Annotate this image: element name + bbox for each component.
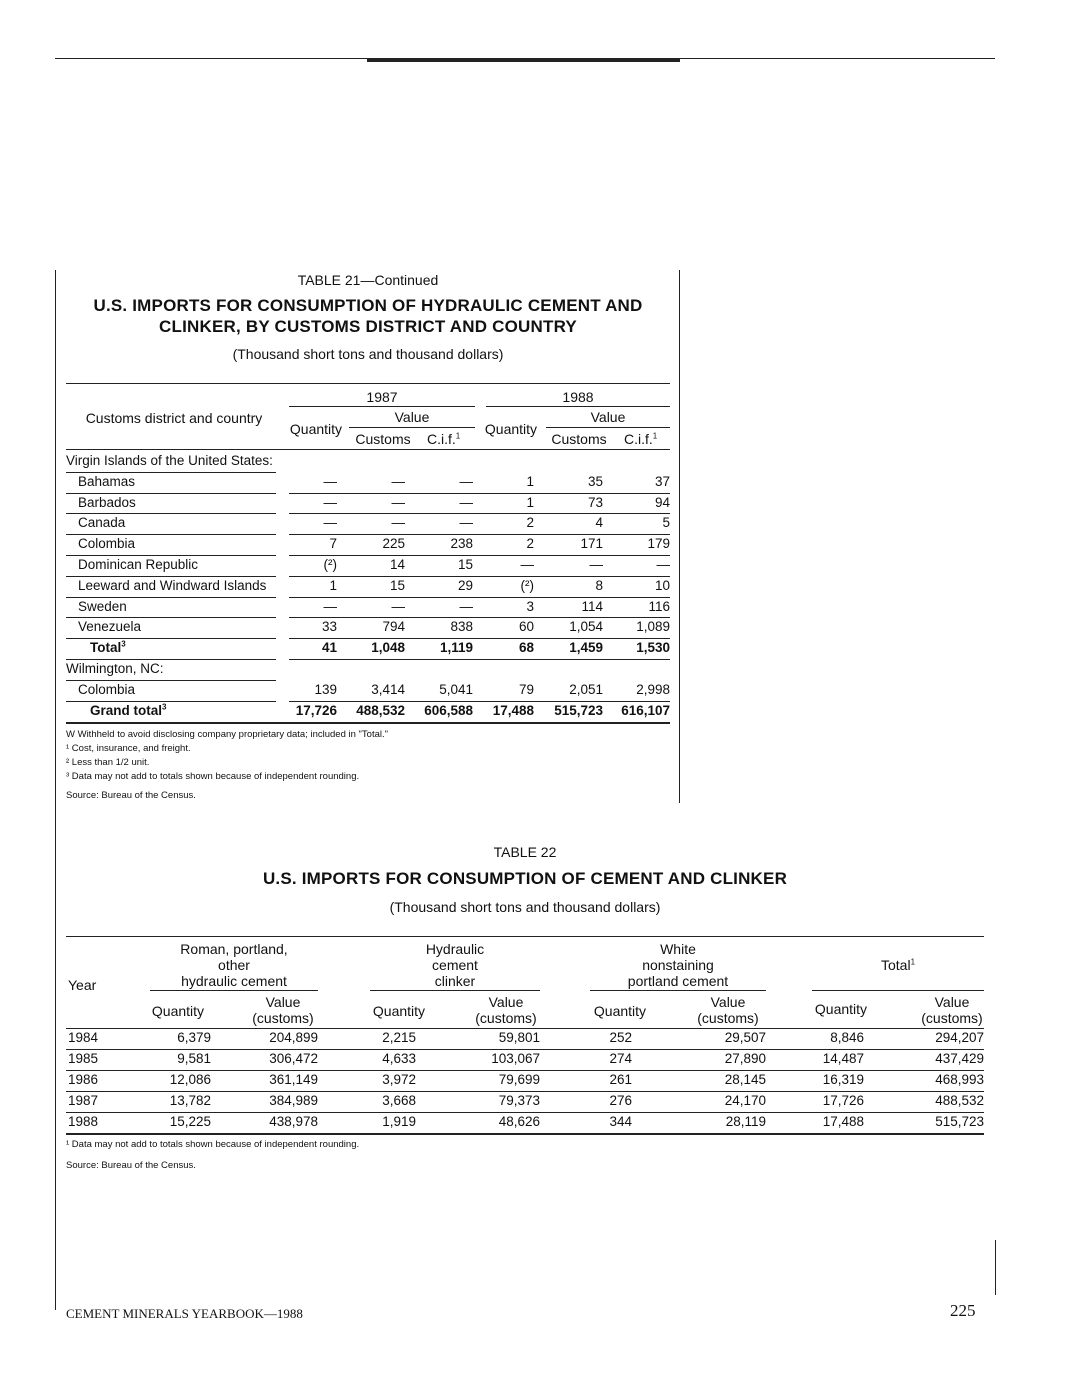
- table21-year2: 1988: [562, 389, 594, 405]
- table21-cell: —: [459, 598, 473, 614]
- table22-row-year: 1986: [68, 1072, 99, 1087]
- table21-row-label: Bahamas: [78, 473, 136, 489]
- table21-cell: —: [391, 473, 405, 489]
- table21-cell: —: [323, 515, 337, 531]
- table22-value-4: Value (customs): [921, 994, 983, 1026]
- table22-row-year: 1988: [68, 1114, 99, 1129]
- table22-cell: 59,801: [498, 1030, 540, 1045]
- table22-cell: 3,972: [382, 1072, 416, 1087]
- table22-cell: 1,919: [382, 1114, 416, 1129]
- table22-cell: 103,067: [491, 1051, 540, 1066]
- table21-cell: —: [459, 515, 473, 531]
- table22-cell: 24,170: [724, 1093, 766, 1108]
- table21-cell: 8: [595, 577, 603, 593]
- table22-cell: 4,633: [382, 1051, 416, 1066]
- table21-cell: 3: [526, 598, 534, 614]
- table22-cell: 13,782: [169, 1093, 211, 1108]
- table22-cell: 6,379: [177, 1030, 211, 1045]
- table21-cell: —: [520, 557, 534, 572]
- table21-cell: —: [589, 557, 603, 572]
- table22-cell: 488,532: [935, 1093, 984, 1108]
- table21-cell: 1,054: [569, 619, 603, 635]
- table21-value-rule-1988: [546, 427, 670, 428]
- table21-cell: 10: [654, 577, 670, 593]
- table22-cell: 17,488: [822, 1114, 864, 1129]
- table21-cif-1987: C.i.f.$^1$: [427, 431, 461, 447]
- table21-cell: 139: [314, 681, 337, 697]
- table21-footnote-3: ² Less than 1/2 unit.: [66, 757, 150, 768]
- table21-cell: 1: [329, 577, 337, 593]
- table21-total-cell: 1,119: [439, 640, 473, 656]
- page-number: 225: [950, 1301, 976, 1320]
- table21-cell: 794: [382, 619, 405, 635]
- table22-group-1: Roman, portland, other hydraulic cement: [180, 941, 288, 989]
- table21-cif-1988: C.i.f.$^1$: [624, 431, 658, 447]
- table21-1987-rule: [289, 406, 475, 407]
- table21-1988-rule: [486, 406, 670, 407]
- table22-value-3: Value (customs): [697, 994, 759, 1026]
- table21-row-label: Colombia: [78, 536, 136, 552]
- table21-row-label: Sweden: [78, 598, 127, 614]
- table21-title-line2: CLINKER, BY CUSTOMS DISTRICT AND COUNTRY: [159, 317, 577, 336]
- right-border: [995, 1240, 996, 1295]
- table21-cell: 5,041: [439, 681, 473, 697]
- table21-grand-total-cell: 515,723: [554, 702, 603, 718]
- table22-col-year: Year: [68, 977, 97, 993]
- table21-value-1988: Value: [590, 409, 626, 425]
- table22-cell: 48,626: [498, 1114, 540, 1129]
- table21-total-label: Total$^3$: [90, 639, 126, 656]
- table21-cell: —: [323, 494, 337, 510]
- table21-cell: 3,414: [371, 681, 405, 697]
- table22-quantity-4: Quantity: [814, 1001, 868, 1017]
- table22-total-header: Total$^1$: [881, 957, 916, 973]
- table21-source: Source: Bureau of the Census.: [66, 790, 196, 801]
- table22-cell: 306,472: [269, 1051, 318, 1066]
- table22-group3-rule: [590, 990, 766, 991]
- table21-total-cell: 41: [321, 640, 337, 656]
- table22-value-2: Value (customs): [475, 994, 537, 1026]
- table21-row-rule-values: [289, 701, 670, 702]
- table21-cell: —: [459, 473, 473, 489]
- table21-cell: 4: [595, 515, 603, 531]
- table21-cell: —: [323, 598, 337, 614]
- table21-row-rule-label: [66, 513, 276, 514]
- table21-footnote-1: W Withheld to avoid disclosing company proprietary data; included in "Total.": [66, 729, 388, 740]
- table21-row-label: Leeward and Windward Islands: [78, 577, 267, 593]
- table21-cell: —: [391, 515, 405, 531]
- table21-cell: 15: [457, 557, 473, 572]
- table22-cell: 384,989: [269, 1093, 318, 1108]
- table22-subtitle: (Thousand short tons and thousand dollars): [389, 899, 661, 915]
- table22-header-bottom-rule: [66, 1028, 984, 1029]
- table21-cell: 2: [526, 515, 534, 531]
- table22-row-year: 1984: [68, 1030, 99, 1045]
- table21-grand-total-cell: 17,726: [295, 702, 337, 718]
- table21-cell: 5: [662, 515, 670, 531]
- table21-cell: 29: [457, 577, 473, 593]
- table22-row-year: 1987: [68, 1093, 99, 1108]
- table21-cell: 114: [581, 598, 603, 614]
- table21-row-rule-label: [66, 493, 276, 494]
- table22-cell: 16,319: [822, 1072, 864, 1087]
- table22-cell: 252: [609, 1030, 632, 1045]
- table21-total-cell: 68: [518, 640, 534, 656]
- table22-quantity-3: Quantity: [593, 1003, 647, 1019]
- table22-cell: 3,668: [382, 1093, 416, 1108]
- table21-cell: —: [391, 598, 405, 614]
- table21-cell: 7: [329, 536, 337, 552]
- table21-row-rule-values: [289, 555, 670, 556]
- table21-cell: —: [391, 494, 405, 510]
- table21-cell: 1: [526, 473, 534, 489]
- table22-quantity-2: Quantity: [372, 1003, 426, 1019]
- table21-quantity-1987: Quantity: [289, 421, 343, 437]
- table22-cell: 2,215: [382, 1030, 416, 1045]
- table21-header-bottom-rule: [66, 449, 670, 450]
- table21-quantity-1988: Quantity: [484, 421, 538, 437]
- table21-subtitle: (Thousand short tons and thousand dollars): [232, 346, 504, 362]
- table22-cell: 438,978: [269, 1114, 318, 1129]
- table21-cell: 238: [450, 536, 473, 552]
- table21-row-rule-values: [289, 617, 670, 618]
- table21-row-rule-values: [289, 659, 670, 660]
- table21-cell: 2: [526, 536, 534, 552]
- table21-grand-total-cell: 616,107: [621, 702, 670, 718]
- table21-section-rule: [66, 680, 276, 681]
- table22-cell: 294,207: [935, 1030, 984, 1045]
- table22-footnote: ¹ Data may not add to totals shown because of independent rounding.: [66, 1139, 360, 1150]
- table21-cell: 15: [389, 577, 405, 593]
- table21-grand-total-cell: 606,588: [424, 702, 473, 718]
- table22-cell: 344: [609, 1114, 632, 1129]
- table22-cell: 14,487: [822, 1051, 864, 1066]
- table21-cell: 60: [518, 619, 534, 635]
- table21-row-label: Canada: [78, 515, 126, 531]
- table22-cell: 204,899: [269, 1030, 318, 1045]
- table21-cell: —: [656, 557, 670, 572]
- table22-group-3: White nonstaining portland cement: [627, 941, 729, 989]
- table21-cell: 79: [518, 681, 534, 697]
- table21-row-rule-values: [289, 534, 670, 535]
- table21-cell: 1: [526, 494, 534, 510]
- table22-value-1: Value (customs): [252, 994, 314, 1026]
- table21-row-rule-label: [66, 659, 276, 660]
- table21-row-label: Colombia: [78, 681, 136, 697]
- left-border: [55, 270, 56, 1310]
- table22-row-rule: [66, 1112, 984, 1113]
- footer-running-title: CEMENT MINERALS YEARBOOK—1988: [66, 1306, 303, 1321]
- table21-bottom-rule: [66, 722, 670, 724]
- table21-row-label: Barbados: [78, 494, 136, 510]
- table21-total-cell: 1,048: [371, 640, 405, 656]
- table21-cell: 171: [580, 536, 603, 552]
- table22-cell: 468,993: [935, 1072, 984, 1087]
- table22-group2-rule: [370, 990, 540, 991]
- table21-cell: 225: [382, 536, 405, 552]
- table22-cell: 261: [609, 1072, 632, 1087]
- table21-cell: 35: [587, 473, 603, 489]
- table21-cell: 1,089: [636, 619, 670, 635]
- table21-year1: 1987: [366, 389, 398, 405]
- table22-cell: 29,507: [724, 1030, 766, 1045]
- table22-title: U.S. IMPORTS FOR CONSUMPTION OF CEMENT AND CLINKER: [262, 869, 788, 888]
- table21-row-rule-label: [66, 555, 276, 556]
- table21-cell: 94: [654, 494, 670, 510]
- table21-row-rule-values: [289, 493, 670, 494]
- table21-cell: 838: [450, 619, 473, 635]
- table21-value-rule-1987: [349, 427, 475, 428]
- table21-row-rule-values: [289, 597, 670, 598]
- table22-cell: 515,723: [935, 1114, 984, 1129]
- table21-cell: 73: [587, 494, 603, 510]
- table21-row-rule-values: [289, 576, 670, 577]
- table22-cell: 9,581: [177, 1051, 211, 1066]
- table21-row-label: Dominican Republic: [78, 557, 199, 572]
- top-rule-bold: [367, 58, 680, 62]
- table21-row-rule-label: [66, 701, 276, 702]
- table22-group-2: Hydraulic cement clinker: [425, 941, 485, 989]
- table21-cell: —: [459, 494, 473, 510]
- table21-cell: 2,051: [569, 681, 603, 697]
- table21-cell: (²): [323, 557, 337, 572]
- table21-cell: 179: [647, 536, 670, 552]
- table22-cell: 79,699: [498, 1072, 540, 1087]
- table22-row-rule: [66, 1091, 984, 1092]
- table21-grand-total-cell: 17,488: [492, 702, 534, 718]
- table21-value-1987: Value: [394, 409, 430, 425]
- table22-cell: 276: [609, 1093, 632, 1108]
- table21-footnote-4: ³ Data may not add to totals shown because of independent rounding.: [66, 771, 360, 782]
- table22-cell: 8,846: [830, 1030, 864, 1045]
- table21-cell: 116: [648, 598, 670, 614]
- table21-customs-1987: Customs: [355, 431, 411, 447]
- table21-cell: 2,998: [636, 681, 670, 697]
- table21-total-cell: 1,459: [569, 640, 603, 656]
- table22-row-rule: [66, 1070, 984, 1071]
- table22-total-rule: [812, 990, 984, 991]
- table21-cell: 14: [389, 557, 405, 572]
- table21-row-rule-label: [66, 617, 276, 618]
- table21-header-top-rule: [66, 383, 670, 384]
- table21-footnote-2: ¹ Cost, insurance, and freight.: [66, 743, 191, 754]
- table22-cell: 28,119: [725, 1114, 766, 1129]
- table21-row-rule-label: [66, 597, 276, 598]
- table21-section-heading: Virgin Islands of the United States:: [66, 453, 273, 468]
- table22-cell: 27,890: [724, 1051, 766, 1066]
- table21-grand-total-cell: 488,532: [356, 702, 405, 718]
- table22-row-year: 1985: [68, 1051, 99, 1066]
- table22-header-top-rule: [66, 936, 984, 937]
- table22-cell: 12,086: [169, 1072, 211, 1087]
- table21-col-district: Customs district and country: [85, 410, 263, 426]
- table21-grand-total-label: Grand total$^3$: [90, 702, 167, 718]
- table21-label: TABLE 21—Continued: [297, 272, 439, 288]
- table21-cell: —: [323, 473, 337, 489]
- table22-cell: 274: [609, 1051, 632, 1066]
- table21-title-line1: U.S. IMPORTS FOR CONSUMPTION OF HYDRAULIC CEMENT AND: [93, 296, 643, 315]
- table22-row-rule: [66, 1133, 984, 1135]
- table21-row-rule-values: [289, 513, 670, 514]
- table21-row-label: Venezuela: [78, 619, 142, 635]
- table21-row-rule-values: [289, 638, 670, 639]
- table21-section-rule: [66, 472, 276, 473]
- table22-cell: 361,149: [269, 1072, 318, 1087]
- table21-total-cell: 1,530: [636, 640, 670, 656]
- table21-section-heading: Wilmington, NC:: [66, 661, 164, 676]
- table21-row-rule-label: [66, 534, 276, 535]
- table21-cell: 37: [654, 473, 670, 489]
- table21-customs-1988: Customs: [551, 431, 607, 447]
- table22-cell: 17,726: [822, 1093, 864, 1108]
- table22-group1-rule: [150, 990, 318, 991]
- table22-cell: 28,145: [724, 1072, 766, 1087]
- table21-row-rule-label: [66, 576, 276, 577]
- table21-right-border: [679, 270, 680, 803]
- table22-cell: 15,225: [169, 1114, 211, 1129]
- table21-cell: (²): [520, 577, 534, 593]
- table22-quantity-1: Quantity: [151, 1003, 205, 1019]
- table22-cell: 437,429: [935, 1051, 984, 1066]
- table22-row-rule: [66, 1049, 984, 1050]
- table21-cell: 33: [321, 619, 337, 635]
- table22-source: Source: Bureau of the Census.: [66, 1160, 196, 1171]
- table22-label: TABLE 22: [493, 844, 557, 860]
- table22-cell: 79,373: [498, 1093, 540, 1108]
